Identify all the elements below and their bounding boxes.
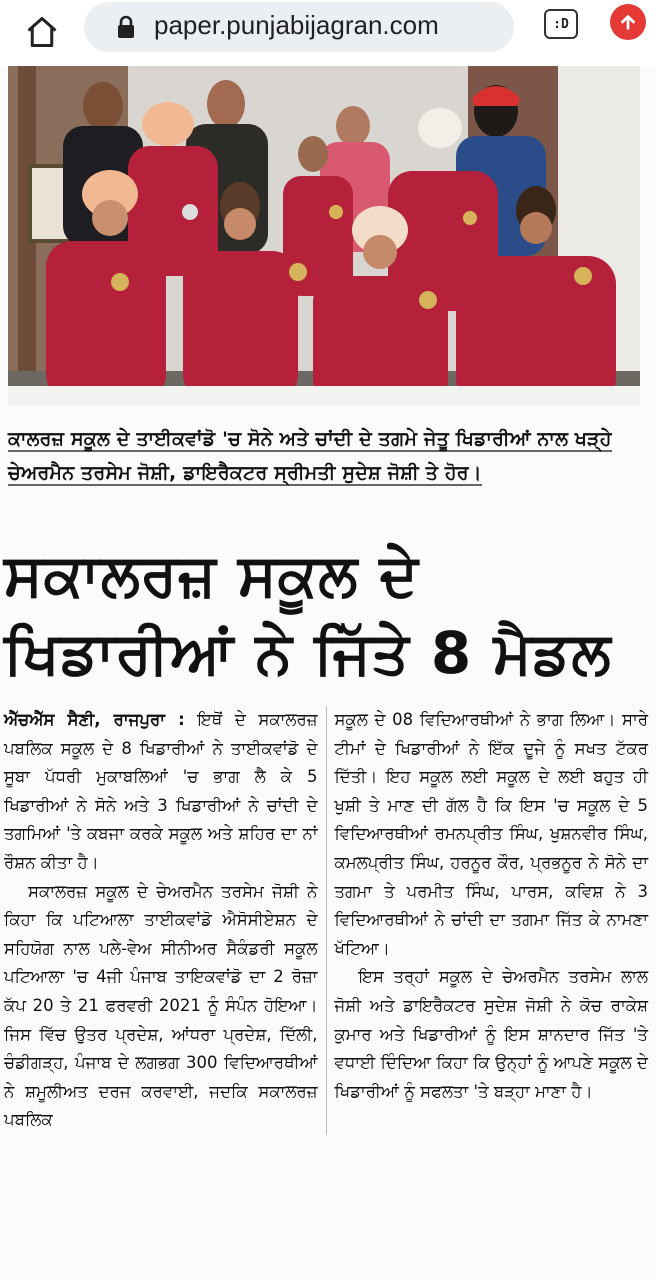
paragraph — [4, 706, 318, 878]
caption-text: ਕਾਲਰਜ਼ ਸਕੂਲ ਦੇ ਤਾਈਕਵਾਂਡੋ 'ਚ ਸੋਨੇ ਅਤੇ ਚਾਂਦੀ ਦੇ ਤਗਮੇ ਜੇਤੂ ਖਿਡਾਰੀਆਂ ਨਾਲ ਖੜ੍ਹੇ ਚੇਅਰਮੈਨ ਤਰਸੇਮ ਜੋਸ਼ੀ, ਡਾਇਰੈਕਟਰ ਸ੍ਰੀਮਤੀ ਸੁਦੇਸ਼ ਜੋਸ਼ੀ ਤੇ ਹੋਰ। — [8, 428, 612, 484]
headline-line-2: ਖਿਡਾਰੀਆਂ ਨੇ ਜਿੱਤੇ 8 ਮੈਡਲ — [4, 619, 612, 687]
lock-icon — [116, 15, 136, 39]
headline — [4, 536, 644, 692]
column-1 — [4, 706, 318, 1135]
url-text: paper.punjabijagran.com — [154, 10, 439, 40]
photo-caption — [8, 422, 640, 490]
home-icon — [24, 14, 60, 50]
column-2 — [334, 706, 648, 1135]
tabs-button[interactable] — [544, 9, 578, 39]
article-body — [4, 706, 648, 1135]
paragraph: ਇਸ ਤਰ੍ਹਾਂ ਸਕੂਲ ਦੇ ਚੇਅਰਮੈਨ ਤਰਸੇਮ ਲਾਲ ਜੋਸ਼ੀ ਅਤੇ ਡਾਇਰੈਕਟਰ ਸੁਦੇਸ਼ ਜੋਸ਼ੀ ਨੇ ਕੋਚ ਰਾਕੇਸ਼ ਕੁਮਾਰ ਅਤੇ ਖਿਡਾਰੀਆਂ ਨੂੰ ਇਸ ਸ਼ਾਨਦਾਰ ਜਿੱਤ 'ਤੇ ਵਧਾਈ ਦਿੰਦਿਆ ਕਿਹਾ ਕਿ ਉਨ੍ਹਾਂ ਨੂੰ ਆਪਣੇ ਸਕੂਲ ਦੇ ਖਿਡਾਰੀਆਂ ਨੂੰ ਸਫਲਤਾ 'ਤੇ ਬੜ੍ਹਾ ਮਾਣਾ ਹੈ। — [334, 967, 648, 1101]
article-photo — [8, 66, 640, 406]
home-button[interactable] — [20, 10, 64, 54]
column-divider — [326, 706, 327, 1135]
headline-line-1: ਸਕਾਲਰਜ਼ ਸਕੂਲ ਦੇ — [4, 541, 419, 609]
paragraph: ਸਕਾਲਰਜ਼ ਸਕੂਲ ਦੇ ਚੇਅਰਮੈਨ ਤਰਸੇਮ ਜੋਸ਼ੀ ਨੇ ਕਿਹਾ ਕਿ ਪਟਿਆਲਾ ਤਾਈਕਵਾਂਡੋ ਐਸੋਸੀਏਸ਼ਨ ਦੇ ਸਹਿਯੋਗ ਨਾਲ ਪਲੇ-ਵੇਅ ਸੀਨੀਅਰ ਸੈਕੰਡਰੀ ਸਕੂਲ ਪਟਿਆਲਾ 'ਚ 4ਜੀ ਪੰਜਾਬ ਤਾਇਕਵਾਂਡੋ ਦਾ 2 ਰੋਜ਼ਾ ਕੱਪ 20 ਤੇ 21 ਫਰਵਰੀ 2021 ਨੂੰ ਸੰਪੰਨ ਹੋਇਆ। ਜਿਸ ਵਿੱਚ ਉਤਰ ਪ੍ਰਦੇਸ਼, ਆਂਧਰਾ ਪ੍ਰਦੇਸ਼, ਦਿੱਲੀ, ਚੰਡੀਗੜ੍ਹ, ਪੰਜਾਬ ਦੇ ਲਗਭਗ 300 ਵਿਦਿਆਰਥੀਆਂ ਨੇ ਸ਼ਮੂਲੀਅਤ ਦਰਜ ਕਰਵਾਈ, ਜਦਕਿ ਸਕਾਲਰਜ਼ ਪਬਲਿਕ — [4, 881, 318, 1130]
tabs-icon: :D — [553, 16, 569, 32]
byline: ਐੱਚਐੱਸ ਸੈਣੀ, ਰਾਜਪੁਰਾ : — [4, 710, 185, 729]
paragraph: ਸਕੂਲ ਦੇ 08 ਵਿਦਿਆਰਥੀਆਂ ਨੇ ਭਾਗ ਲਿਆ। ਸਾਰੇ ਟੀਮਾਂ ਦੇ ਖਿਡਾਰੀਆਂ ਨੇ ਇੱਕ ਦੂਜੇ ਨੂੰ ਸਖਤ ਟੱਕਰ ਦਿੱਤੀ। ਇਹ ਸਕੂਲ ਲਈ ਸਕੂਲ ਦੇ ਲਈ ਬਹੁਤ ਹੀ ਖੁਸ਼ੀ ਤੇ ਮਾਣ ਦੀ ਗੱਲ ਹੈ ਕਿ ਇਸ 'ਚ ਸਕੂਲ ਦੇ 5 ਵਿਦਿਆਰਥੀਆਂ ਰਮਨਪ੍ਰੀਤ ਸਿੰਘ, ਖੁਸ਼ਨਵੀਰ ਸਿੰਘ, ਕਮਲਪ੍ਰੀਤ ਸਿੰਘ, ਹਰਨੂਰ ਕੌਰ, ਪ੍ਰਭਨੂਰ ਨੇ ਸੋਨੇ ਦਾ ਤਗਮਾ ਤੇ ਪਰਮੀਤ ਸਿੰਘ, ਪਾਰਸ, ਕਵਿਸ਼ ਨੇ 3 ਵਿਦਿਆਰਥੀਆਂ ਨੇ ਚਾਂਦੀ ਦਾ ਤਗਮਾ ਜਿੱਤ ਕੇ ਨਾਮਣਾ ਖੱਟਿਆ। — [334, 710, 648, 958]
paragraph-text: ਇਥੋਂ ਦੇ ਸਕਾਲਰਜ਼ ਪਬਲਿਕ ਸਕੂਲ ਦੇ 8 ਖਿਡਾਰੀਆਂ ਨੇ ਤਾਈਕਵਾਂਡੋ ਦੇ ਸੂਬਾ ਪੱਧਰੀ ਮੁਕਾਬਲਿਆਂ 'ਚ ਭਾਗ ਲੈ ਕੇ 5 ਖਿਡਾਰੀਆਂ ਨੇ ਸੋਨੇ ਅਤੇ 3 ਖਿਡਾਰੀਆਂ ਨੇ ਚਾਂਦੀ ਦੇ ਤਗਮਿਆਂ 'ਤੇ ਕਬਜਾ ਕਰਕੇ ਸਕੂਲ ਅਤੇ ਸ਼ਹਿਰ ਦਾ ਨਾਂ ਰੌਸ਼ਨ ਕੀਤਾ ਹੈ। — [4, 710, 318, 872]
browser-toolbar — [0, 0, 656, 66]
newspaper-page — [0, 66, 656, 1280]
upload-icon — [617, 11, 639, 33]
upload-button[interactable] — [610, 4, 646, 40]
address-bar[interactable] — [84, 2, 514, 52]
